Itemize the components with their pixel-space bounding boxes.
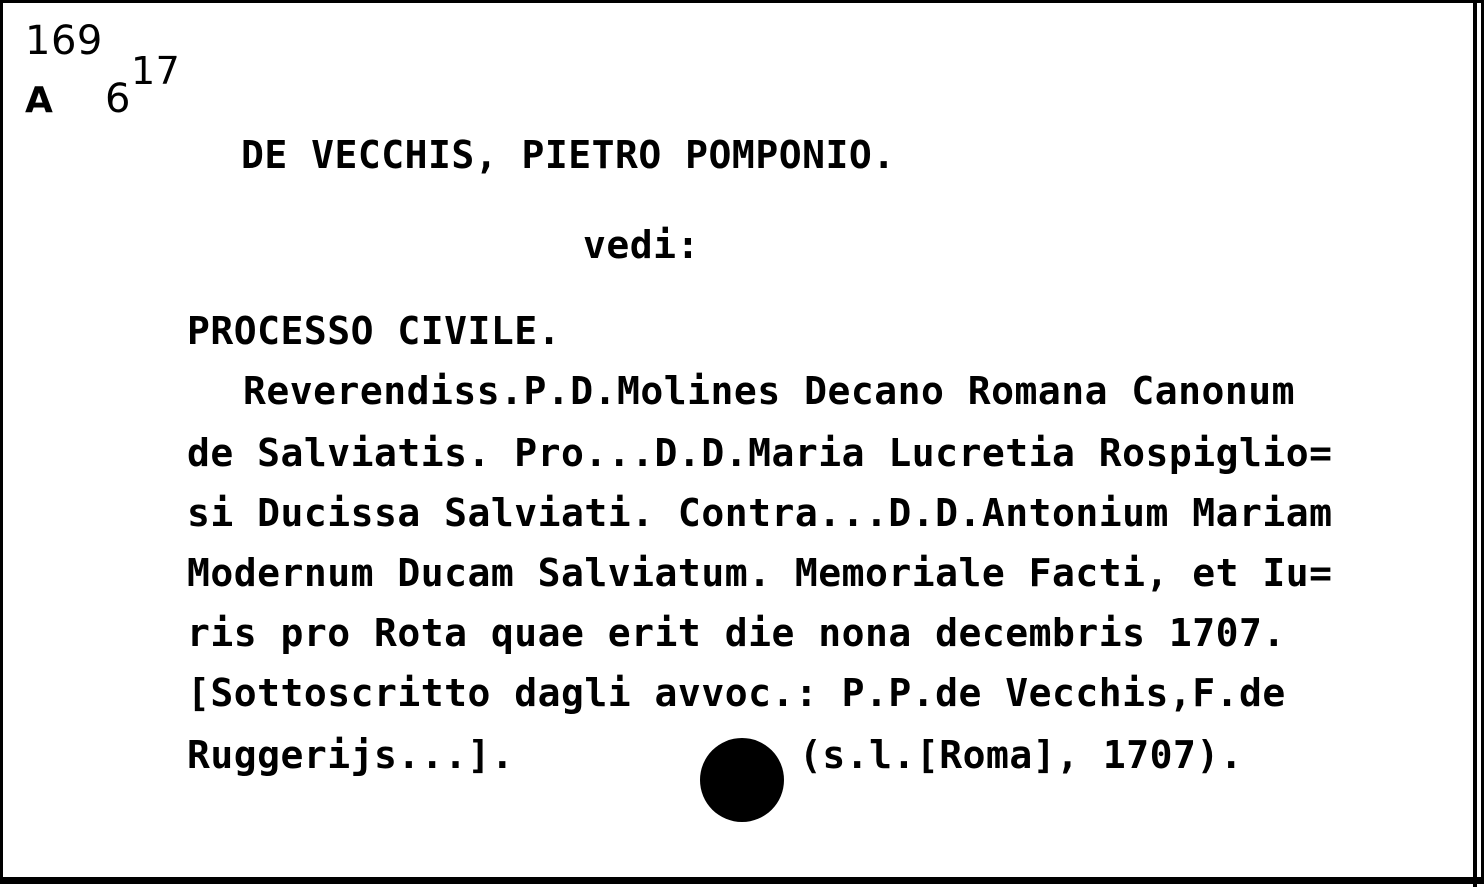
body-line: de Salviatis. Pro...D.D.Maria Lucretia Rospiglio= [187,431,1333,475]
body-line: si Ducissa Salviati. Contra...D.D.Antonium Mariam [187,491,1333,535]
card-edge-bottom [3,877,1484,881]
shelfmark-number: 169 [25,18,103,64]
see-reference-label: vedi: [583,223,700,267]
body-line-last-left: Ruggerijs...]. [187,733,515,777]
punched-hole [700,738,784,822]
shelfmark-volume: 6 [105,76,131,122]
body-line: [Sottoscritto dagli avvoc.: P.P.de Vecchis,F.de [187,671,1286,715]
shelfmark-superscript: 17 [131,49,181,93]
subject-heading: PROCESSO CIVILE. [187,309,562,353]
author-heading: DE VECCHIS, PIETRO POMPONIO. [241,133,896,177]
body-line: Reverendiss.P.D.Molines Decano Romana Canonum [243,369,1296,413]
imprint-line: (s.l.[Roma], 1707). [799,733,1244,777]
card-edge-right [1473,3,1477,887]
body-line: Modernum Ducam Salviatum. Memoriale Facti, et Iu= [187,551,1333,595]
body-line: ris pro Rota quae erit die nona decembris 1707. [187,611,1286,655]
shelfmark-letter: A [25,80,54,121]
